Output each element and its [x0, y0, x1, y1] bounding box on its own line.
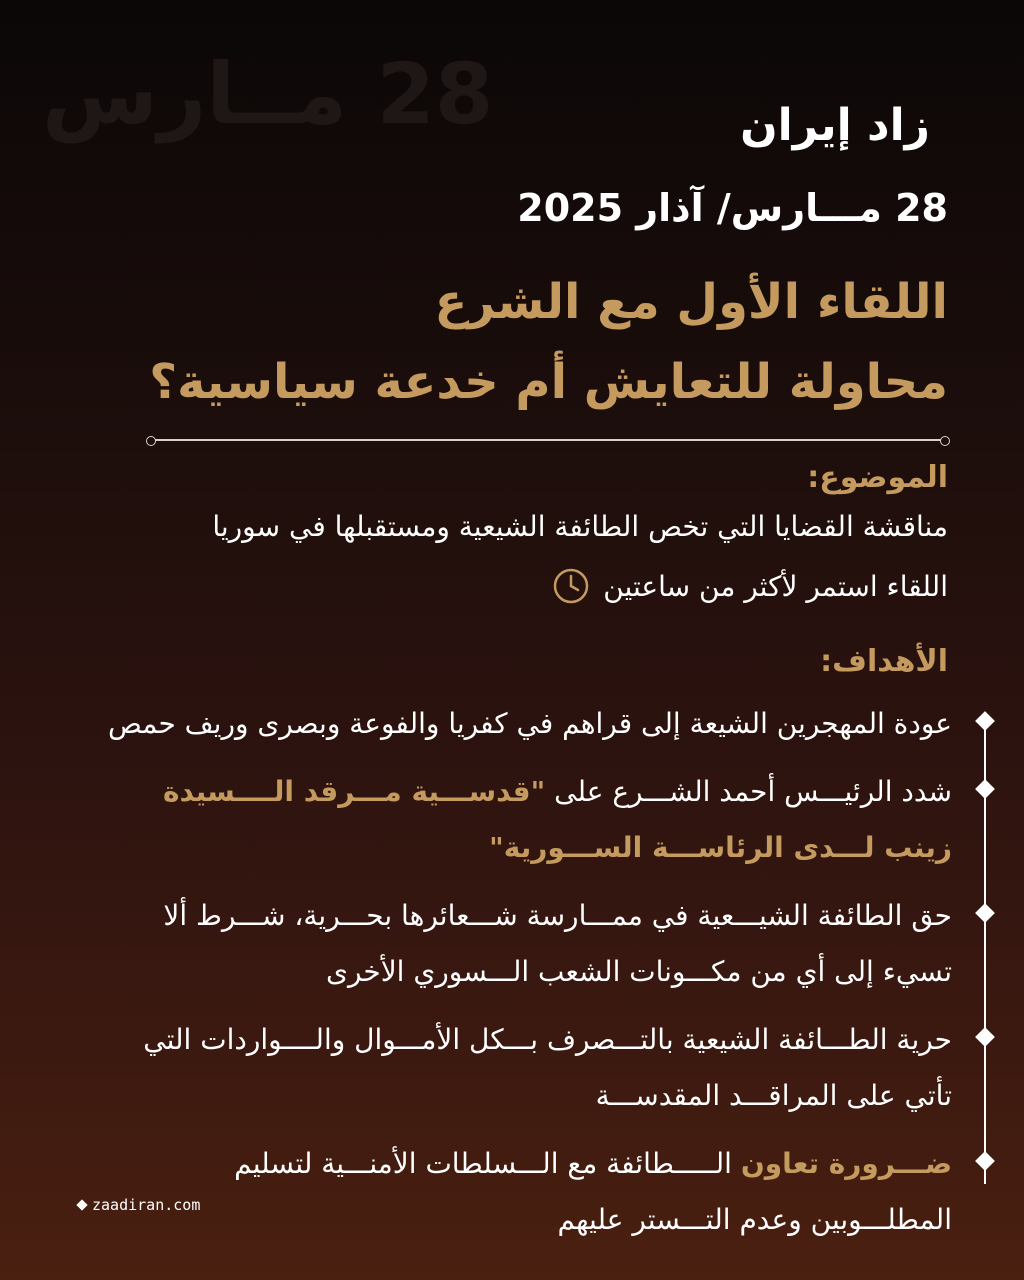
goal-highlight: ضـــرورة تعاون	[740, 1147, 952, 1180]
title-line-2: محاولة للتعايش أم خدعة سياسية؟	[149, 354, 948, 410]
duration-row	[551, 566, 948, 606]
goal-item	[92, 1136, 992, 1248]
goal-item	[92, 696, 992, 752]
goal-text: حق الطائفة الشيـــعية في ممـــارسة شـــعائرها بحـــرية، شـــرط ألا تسيء إلى أي من مكـــونات الشعب الـــسوري الأخرى	[163, 899, 952, 988]
diamond-bullet-icon	[975, 903, 995, 923]
page-title	[68, 262, 948, 422]
footer-url: zaadiran.com	[92, 1196, 201, 1214]
goal-text: الـــــطائفة مع الـــسلطات الأمنـــية لتسليم المطلـــوبين وعدم التـــستر عليهم	[234, 1147, 952, 1236]
date-heading: 28 مـــارس/ آذار 2025	[517, 186, 948, 230]
goals-label: الأهداف:	[820, 644, 948, 679]
divider	[152, 439, 944, 441]
title-line-1: اللقاء الأول مع الشرع	[434, 274, 948, 330]
goal-text: عودة المهجرين الشيعة إلى قراهم في كفريا والفوعة وبصرى وريف حمص	[107, 707, 952, 740]
goals-list	[92, 696, 992, 1260]
goal-item	[92, 1012, 992, 1124]
diamond-icon	[76, 1199, 87, 1210]
brand-logo: زاد إيران	[740, 100, 930, 151]
goal-item	[92, 764, 992, 876]
goal-text: شدد الرئيـــس أحمد الشـــرع على	[545, 775, 952, 808]
diamond-bullet-icon	[975, 711, 995, 731]
topic-text: مناقشة القضايا التي تخص الطائفة الشيعية ومستقبلها في سوريا	[212, 510, 948, 543]
diamond-bullet-icon	[975, 1027, 995, 1047]
diamond-bullet-icon	[975, 779, 995, 799]
footer-site	[78, 1196, 200, 1214]
goal-item	[92, 888, 992, 1000]
duration-text: اللقاء استمر لأكثر من ساعتين	[603, 569, 948, 603]
diamond-bullet-icon	[975, 1151, 995, 1171]
date-watermark: 28 مــارس	[42, 45, 494, 143]
clock-icon	[551, 566, 591, 606]
goal-text: حرية الطـــائفة الشيعية بالتـــصرف بـــكل الأمـــوال والــــواردات التي تأتي على المراقـــد المقدســـة	[143, 1023, 952, 1112]
topic-label: الموضوع:	[807, 460, 948, 495]
goal-highlight: "قدســـية مـــرقد الــــسيدة زينب لـــدى الرئاســـة الســـورية"	[162, 775, 952, 864]
